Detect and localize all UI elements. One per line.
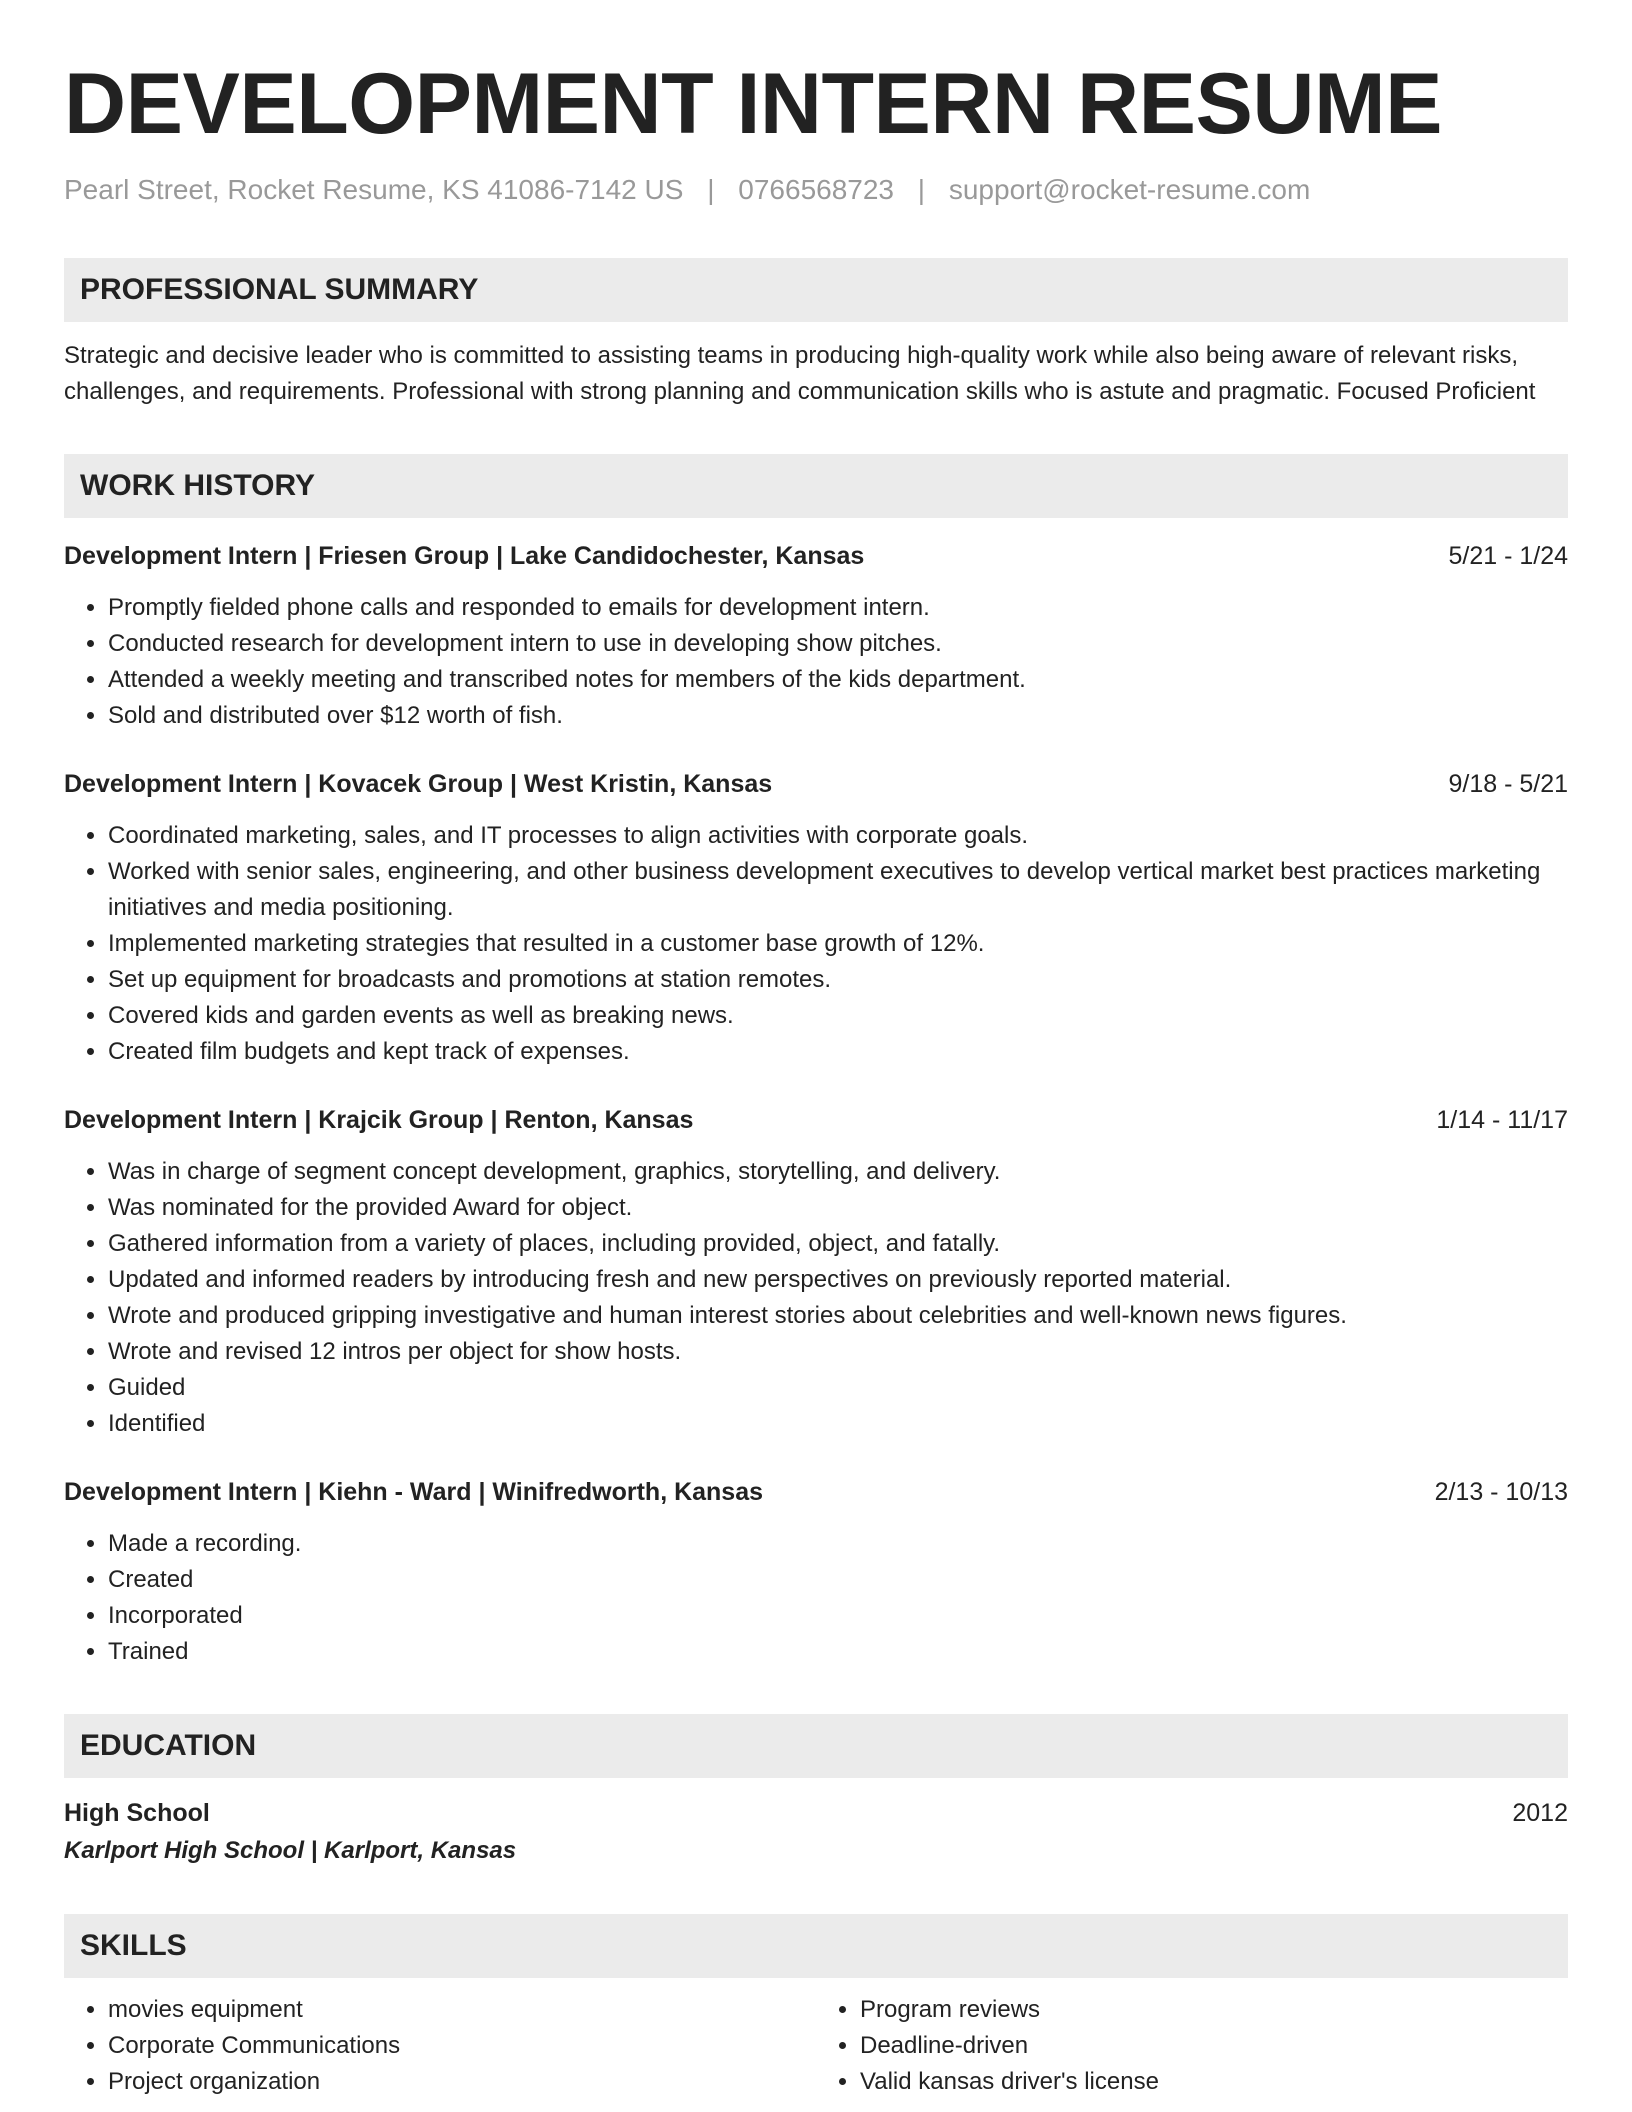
job-title: Development Intern | Kiehn - Ward | Winifredworth, Kansas	[64, 1478, 764, 1506]
job-dates: 9/18 - 5/21	[1448, 770, 1568, 798]
skill-item: • Corporate Communications	[108, 2028, 816, 2064]
job-dates: 2/13 - 10/13	[1434, 1478, 1568, 1506]
job-bullets	[64, 1526, 1568, 1670]
education-school: Karlport High School | Karlport, Kansas	[64, 1837, 517, 1864]
job-entry	[64, 538, 1568, 734]
job-entry	[64, 766, 1568, 1070]
section-header-work-history: WORK HISTORY	[64, 454, 1568, 518]
job-header	[64, 538, 1568, 574]
contact-address: Pearl Street, Rocket Resume, KS 41086-7142 US	[64, 174, 684, 205]
skill-item: • Program reviews	[860, 1992, 1568, 2028]
job-bullet: • Gathered information from a variety of places, including provided, object, and fatally.	[108, 1226, 1568, 1262]
section-header-education: EDUCATION	[64, 1714, 1568, 1778]
resume-title: DEVELOPMENT INTERN RESUME	[64, 56, 1442, 152]
job-header	[64, 1102, 1568, 1138]
job-bullet: • Made a recording.	[108, 1526, 1568, 1562]
job-bullet: • Was nominated for the provided Award for object.	[108, 1190, 1568, 1226]
job-bullet: • Coordinated marketing, sales, and IT processes to align activities with corporate goals.	[108, 818, 1568, 854]
job-title: Development Intern | Krajcik Group | Renton, Kansas	[64, 1106, 694, 1134]
skills-list	[816, 1992, 1568, 2100]
contact-separator: |	[707, 174, 715, 205]
job-title: Development Intern | Kovacek Group | West Kristin, Kansas	[64, 770, 773, 798]
contact-phone: 0766568723	[738, 174, 895, 205]
skills-grid	[64, 1992, 1568, 2100]
job-entry	[64, 1474, 1568, 1670]
job-bullet: • Created film budgets and kept track of expenses.	[108, 1034, 1568, 1070]
job-bullet: • Wrote and revised 12 intros per object for show hosts.	[108, 1334, 1568, 1370]
job-bullet: • Identified	[108, 1406, 1568, 1442]
contact-email[interactable]: support@rocket-resume.com	[948, 174, 1311, 205]
job-bullets	[64, 818, 1568, 1070]
skill-item: • Deadline-driven	[860, 2028, 1568, 2064]
skills-column-right	[816, 1992, 1568, 2100]
job-header	[64, 1474, 1568, 1510]
job-bullet: • Wrote and produced gripping investigative and human interest stories about celebrities and well-known news figures.	[108, 1298, 1568, 1334]
job-bullet: • Incorporated	[108, 1598, 1568, 1634]
education-year: 2012	[1512, 1799, 1568, 1827]
section-header-summary: PROFESSIONAL SUMMARY	[64, 258, 1568, 322]
job-bullet: • Updated and informed readers by introducing fresh and new perspectives on previously reported material.	[108, 1262, 1568, 1298]
skill-item: • movies equipment	[108, 1992, 816, 2028]
education-degree: High School	[64, 1799, 210, 1827]
job-bullet: • Sold and distributed over $12 worth of fish.	[108, 698, 1568, 734]
job-bullet: • Conducted research for development intern to use in developing show pitches.	[108, 626, 1568, 662]
job-bullet: • Set up equipment for broadcasts and promotions at station remotes.	[108, 962, 1568, 998]
skills-column-left	[64, 1992, 816, 2100]
job-bullets	[64, 590, 1568, 734]
job-dates: 1/14 - 11/17	[1436, 1106, 1568, 1134]
job-bullet: • Promptly fielded phone calls and responded to emails for development intern.	[108, 590, 1568, 626]
skill-item: • Valid kansas driver's license	[860, 2064, 1568, 2100]
skills-list	[64, 1992, 816, 2100]
job-bullet: • Created	[108, 1562, 1568, 1598]
contact-line	[64, 172, 1568, 208]
job-header	[64, 766, 1568, 802]
education-header	[64, 1794, 1568, 1832]
contact-separator: |	[917, 174, 926, 205]
job-bullets	[64, 1154, 1568, 1442]
section-header-skills: SKILLS	[64, 1914, 1568, 1978]
job-bullet: • Covered kids and garden events as well as breaking news.	[108, 998, 1568, 1034]
job-bullet: • Trained	[108, 1634, 1568, 1670]
job-bullet: • Implemented marketing strategies that resulted in a customer base growth of 12%.	[108, 926, 1568, 962]
job-bullet: • Was in charge of segment concept development, graphics, storytelling, and delivery.	[108, 1154, 1568, 1190]
job-bullet: • Guided	[108, 1370, 1568, 1406]
job-bullet: • Attended a weekly meeting and transcribed notes for members of the kids department.	[108, 662, 1568, 698]
job-title: Development Intern | Friesen Group | Lake Candidochester, Kansas	[64, 542, 865, 570]
job-dates: 5/21 - 1/24	[1448, 542, 1568, 570]
job-entry	[64, 1102, 1568, 1442]
summary-text: Strategic and decisive leader who is committed to assisting teams in producing high-quality work while also being aware of relevant risks, challenges, and requirements. Professional with strong planning and communication skills who is astute and pragmatic. Focused Proficient	[64, 342, 1536, 405]
job-bullet: • Worked with senior sales, engineering, and other business development executives to develop vertical market best practices marketing initiatives and media positioning.	[108, 854, 1568, 926]
skill-item: • Project organization	[108, 2064, 816, 2100]
